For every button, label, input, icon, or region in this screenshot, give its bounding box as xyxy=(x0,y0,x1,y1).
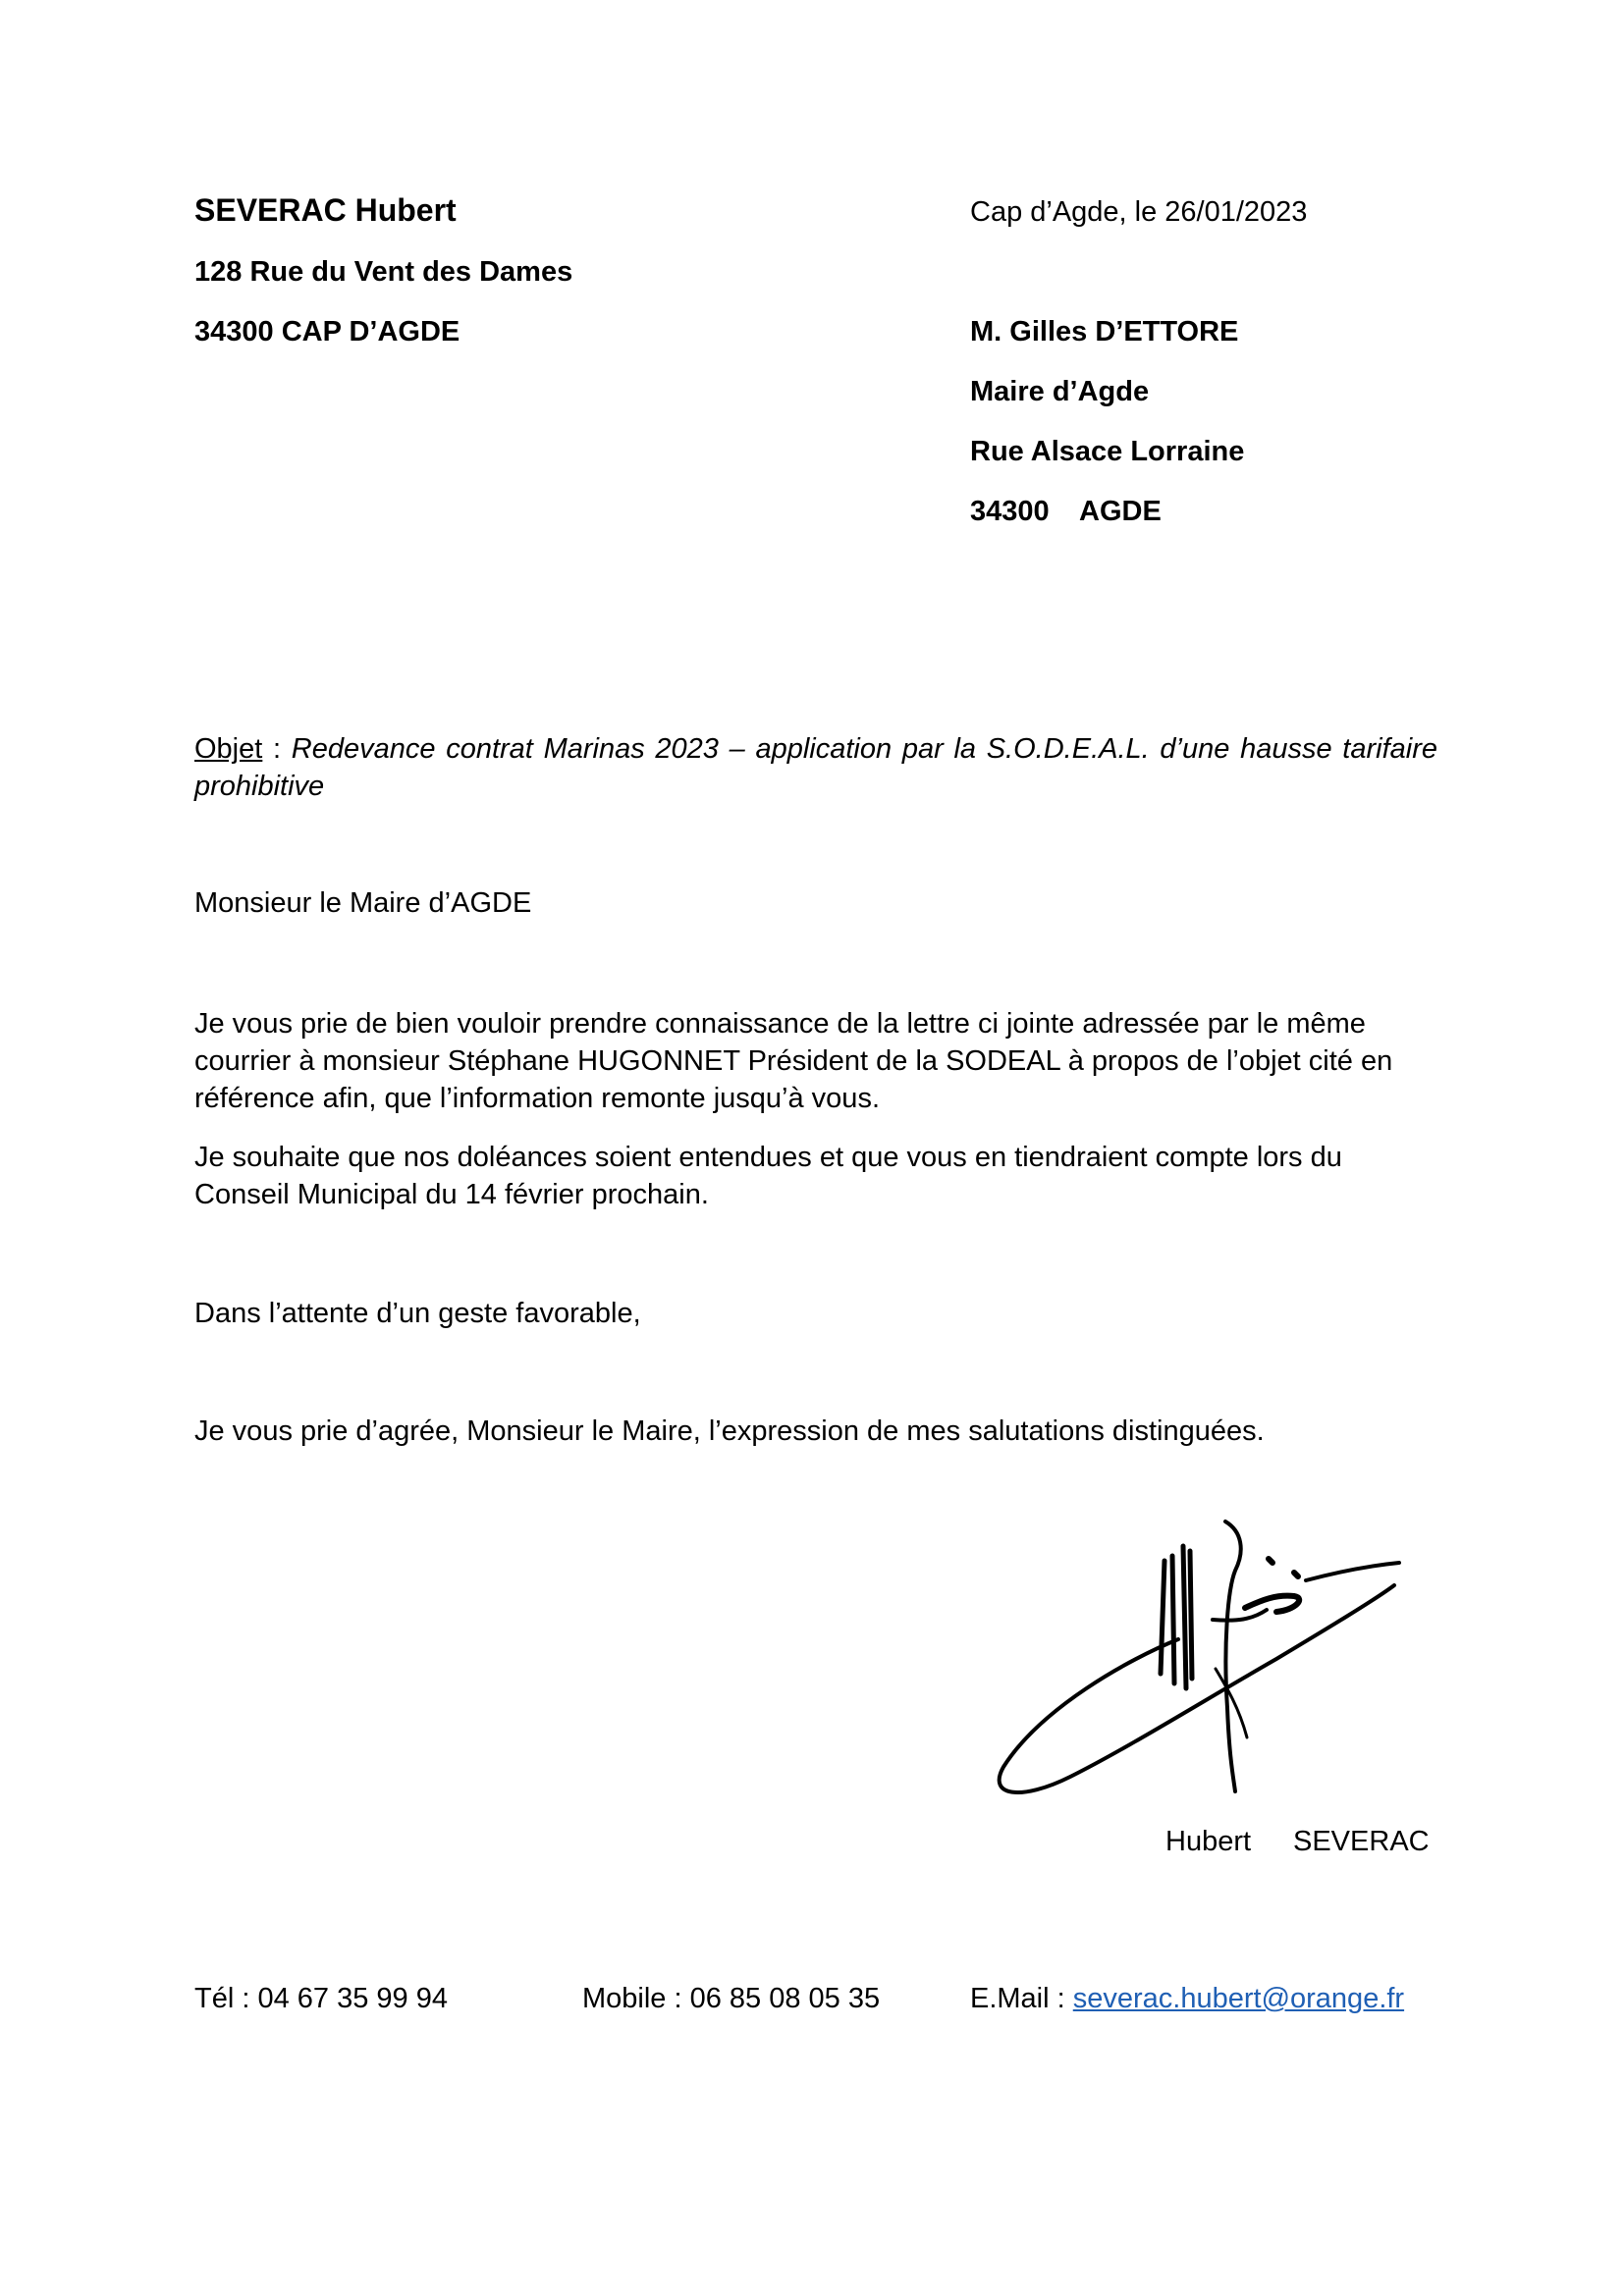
recipient-city: AGDE xyxy=(1079,496,1162,527)
subject-text: Redevance contrat Marinas 2023 – application par la S.O.D.E.A.L. d’une hausse tarifaire prohibitive xyxy=(194,733,1437,802)
closing-line: Je vous prie d’agrée, Monsieur le Maire, l’expression de mes salutations distinguées. xyxy=(194,1415,1265,1447)
recipient-zip: 34300 xyxy=(970,496,1050,527)
handwritten-signature xyxy=(982,1512,1414,1806)
footer-phone: Tél : 04 67 35 99 94 xyxy=(194,1983,448,2014)
subject-label: Objet xyxy=(194,733,263,765)
recipient-city-line xyxy=(970,496,1162,528)
footer-email-label: E.Mail : xyxy=(970,1983,1073,2014)
signer-last-name: SEVERAC xyxy=(1293,1826,1430,1857)
footer-mobile: Mobile : 06 85 08 05 35 xyxy=(582,1983,881,2014)
email-link[interactable]: severac.hubert@orange.fr xyxy=(1072,1983,1405,2014)
salutation: Monsieur le Maire d’AGDE xyxy=(194,887,532,919)
footer-email xyxy=(970,1983,1404,2015)
waiting-line: Dans l’attente d’un geste favorable, xyxy=(194,1298,641,1329)
sender-name: SEVERAC Hubert xyxy=(194,192,457,228)
signer-name xyxy=(1165,1826,1430,1858)
subject-line xyxy=(194,730,1437,805)
date-line: Cap d’Agde, le 26/01/2023 xyxy=(970,196,1308,228)
recipient-street: Rue Alsace Lorraine xyxy=(970,436,1245,467)
recipient-name: M. Gilles D’ETTORE xyxy=(970,316,1239,347)
signer-first-name: Hubert xyxy=(1165,1826,1252,1857)
sender-city: 34300 CAP D’AGDE xyxy=(194,316,460,347)
body-paragraph-1: Je vous prie de bien vouloir prendre connaissance de la lettre ci jointe adressée par le même courrier à monsieur Stéphane HUGONNET Président de la SODEAL à propos de l’objet cité en référence afin, que l’information remonte jusqu’à vous. xyxy=(194,1008,1393,1114)
recipient-title: Maire d’Agde xyxy=(970,376,1150,407)
subject-separator: : xyxy=(262,733,292,765)
body-paragraph-2: Je souhaite que nos doléances soient entendues et que vous en tiendraient compte lors du Conseil Municipal du 14 février prochain. xyxy=(194,1142,1342,1210)
sender-street: 128 Rue du Vent des Dames xyxy=(194,256,573,288)
